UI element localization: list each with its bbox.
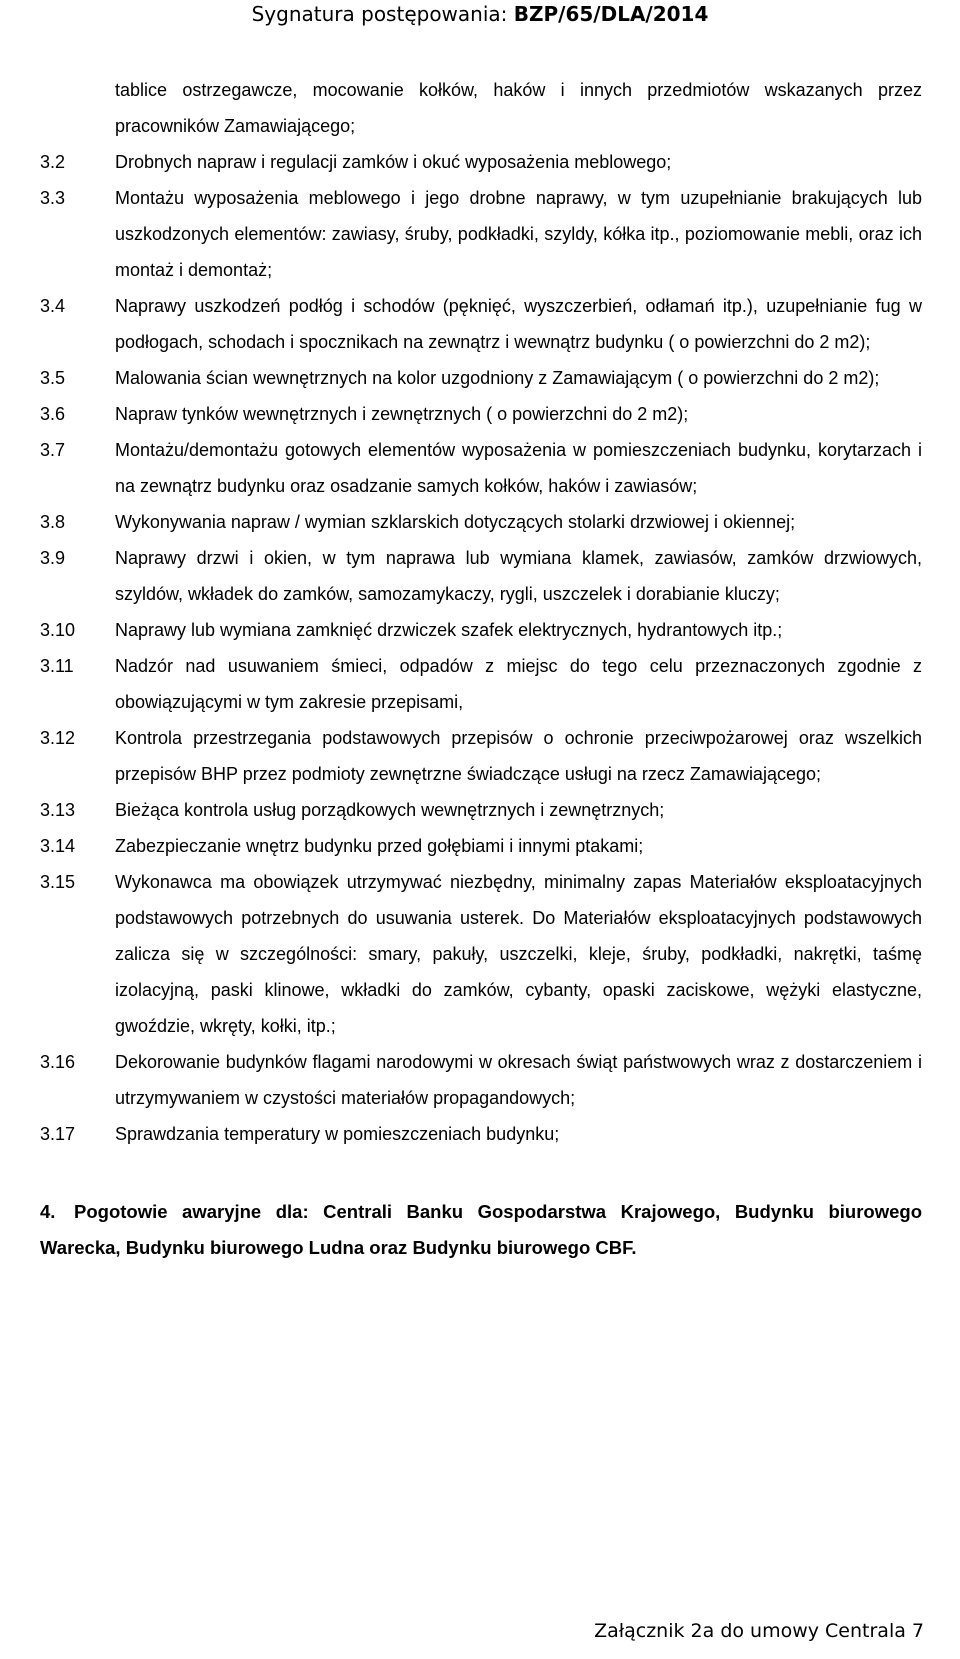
item-text: Zabezpieczanie wnętrz budynku przed gołębiami i innymi ptakami; — [115, 836, 644, 856]
list-item — [40, 612, 922, 648]
item-list — [40, 144, 922, 1152]
list-item — [40, 1044, 922, 1116]
item-text: Dekorowanie budynków flagami narodowymi w okresach świąt państwowych wraz z dostarczeniem i utrzymywaniem w czystości materiałów propagandowych; — [115, 1052, 922, 1108]
item-text: Montażu/demontażu gotowych elementów wyposażenia w pomieszczeniach budynku, korytarzach i na zewnątrz budynku oraz osadzanie samych kołków, haków i zawiasów; — [115, 440, 922, 496]
item-number: 3.6 — [40, 404, 66, 424]
item-text: Nadzór nad usuwaniem śmieci, odpadów z miejsc do tego celu przeznaczonych zgodnie z obowiązującymi w tym zakresie przepisami, — [115, 656, 922, 712]
list-item — [40, 144, 922, 180]
continuation-text: tablice ostrzegawcze, mocowanie kołków, haków i innych przedmiotów wskazanych przez pracowników Zamawiającego; — [115, 80, 922, 136]
section-4 — [40, 1194, 922, 1266]
item-number: 3.3 — [40, 188, 66, 208]
section-spacer — [40, 1152, 922, 1194]
list-item — [40, 360, 922, 396]
continuation-paragraph — [40, 72, 922, 144]
list-item — [40, 864, 922, 1044]
case-code: BZP/65/DLA/2014 — [513, 2, 709, 26]
list-item — [40, 720, 922, 792]
item-number: 3.16 — [40, 1052, 76, 1072]
list-item — [40, 1116, 922, 1152]
item-number: 3.17 — [40, 1124, 76, 1144]
item-number: 3.14 — [40, 836, 76, 856]
item-number: 3.10 — [40, 620, 76, 640]
list-item — [40, 540, 922, 612]
page-header — [0, 2, 960, 26]
item-number: 3.2 — [40, 152, 66, 172]
list-item — [40, 288, 922, 360]
list-item — [40, 432, 922, 504]
item-text: Wykonywania napraw / wymian szklarskich dotyczących stolarki drzwiowej i okiennej; — [115, 512, 796, 532]
item-number: 3.7 — [40, 440, 66, 460]
list-item — [40, 396, 922, 432]
item-number: 3.9 — [40, 548, 66, 568]
item-text: Wykonawca ma obowiązek utrzymywać niezbędny, minimalny zapas Materiałów eksploatacyjnych podstawowych potrzebnych do usuwania usterek. Do Materiałów eksploatacyjnych podstawowych zalicza się w szczególności: smary, pakuły, uszczelki, kleje, śruby, podkładki, nakrętki, taśmę izolacyjną, paski klinowe, wkładki do zamków, cybanty, opaski zaciskowe, wężyki elastyczne, gwoździe, wkręty, kołki, itp.; — [115, 872, 922, 1036]
item-text: Bieżąca kontrola usług porządkowych wewnętrznych i zewnętrznych; — [115, 800, 665, 820]
item-text: Kontrola przestrzegania podstawowych przepisów o ochronie przeciwpożarowej oraz wszelkich przepisów BHP przez podmioty zewnętrzne świadczące usługi na rzecz Zamawiającego; — [115, 728, 922, 784]
item-text: Napraw tynków wewnętrznych i zewnętrznych ( o powierzchni do 2 m2); — [115, 404, 689, 424]
list-item — [40, 180, 922, 288]
list-item — [40, 504, 922, 540]
item-number: 3.5 — [40, 368, 66, 388]
list-item — [40, 792, 922, 828]
item-text: Naprawy uszkodzeń podłóg i schodów (pęknięć, wyszczerbień, odłamań itp.), uzupełnianie fug w podłogach, schodach i spocznikach na zewnątrz i wewnątrz budynku ( o powierzchni do 2 m2); — [115, 296, 922, 352]
item-text: Montażu wyposażenia meblowego i jego drobne naprawy, w tym uzupełnianie brakujących lub uszkodzonych elementów: zawiasy, śruby, podkładki, szyldy, kółka itp., poziomowanie mebli, oraz ich montaż i demontaż; — [115, 188, 922, 280]
item-number: 3.12 — [40, 728, 76, 748]
item-text: Naprawy lub wymiana zamknięć drzwiczek szafek elektrycznych, hydrantowych itp.; — [115, 620, 783, 640]
item-text: Naprawy drzwi i okien, w tym naprawa lub wymiana klamek, zawiasów, zamków drzwiowych, szyldów, wkładek do zamków, samozamykaczy, rygli, uszczelek i dorabianie kluczy; — [115, 548, 922, 604]
item-text: Sprawdzania temperatury w pomieszczeniach budynku; — [115, 1124, 560, 1144]
item-number: 3.11 — [40, 656, 74, 676]
item-number: 3.8 — [40, 512, 66, 532]
section-text: Pogotowie awaryjne dla: Centrali Banku Gospodarstwa Krajowego, Budynku biurowego Warecka, Budynku biurowego Ludna oraz Budynku biurowego CBF. — [40, 1201, 922, 1258]
header-prefix: Sygnatura postępowania: — [251, 2, 514, 26]
document-body — [40, 72, 922, 1266]
section-number: 4. — [40, 1201, 56, 1222]
item-number: 3.4 — [40, 296, 66, 316]
item-number: 3.13 — [40, 800, 76, 820]
item-text: Drobnych napraw i regulacji zamków i okuć wyposażenia meblowego; — [115, 152, 672, 172]
list-item — [40, 648, 922, 720]
page-footer: Załącznik 2a do umowy Centrala 7 — [594, 1620, 924, 1642]
item-number: 3.15 — [40, 872, 76, 892]
item-text: Malowania ścian wewnętrznych na kolor uzgodniony z Zamawiającym ( o powierzchni do 2 m2); — [115, 368, 880, 388]
list-item — [40, 828, 922, 864]
